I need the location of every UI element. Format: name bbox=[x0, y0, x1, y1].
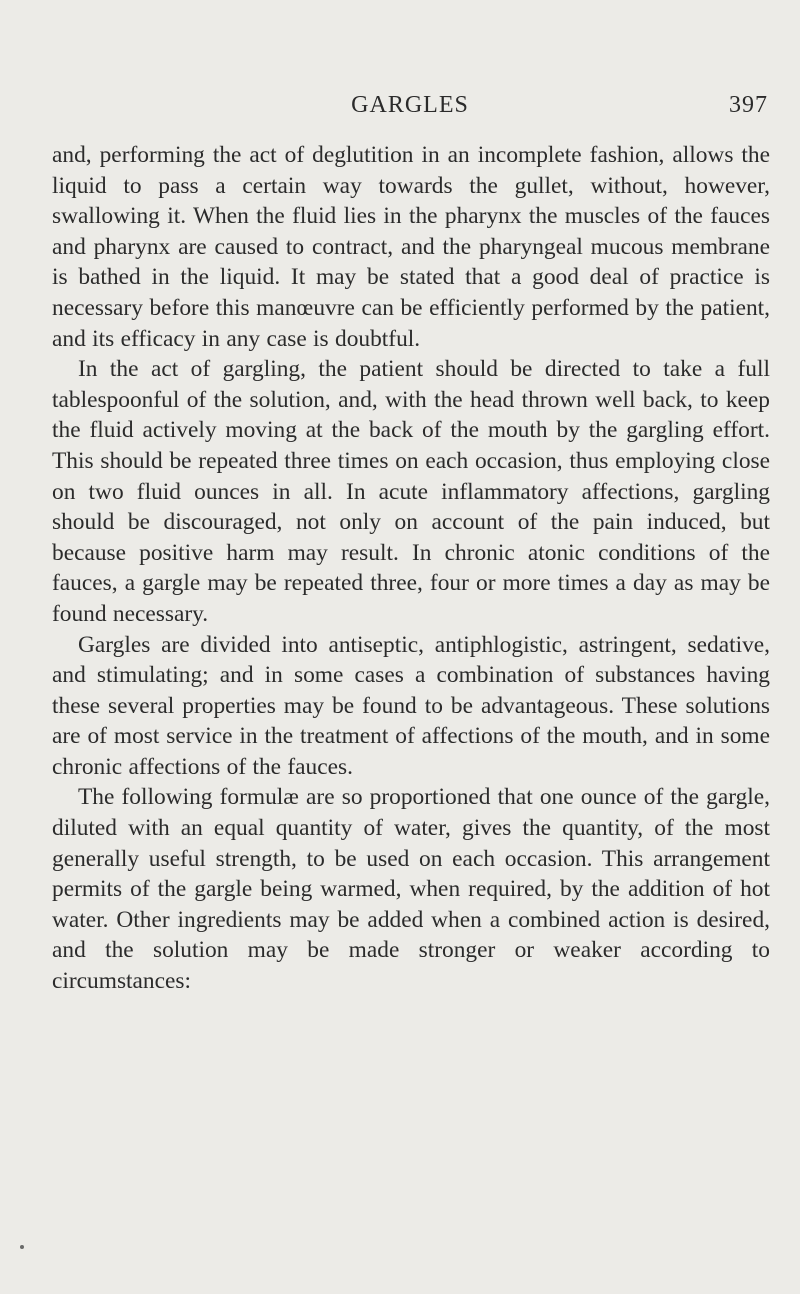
body-text bbox=[52, 140, 770, 997]
paragraph-gargle-types: Gargles are divided into antiseptic, antiphlogistic, astringent, sedative, and stimulating; and in some cases a combination of substances having these several properties may be found to be advantageous. These solutions are of most service in the treatment of affections of the mouth, and in some chronic affections of the fauces. bbox=[52, 631, 770, 780]
paragraph-formulae: The following formulæ are so proportioned that one ounce of the gargle, diluted with an equal quantity of water, gives the quantity, of the most generally useful strength, to be used on each occasion. This arrangement permits of the gargle being warmed, when required, by the addition of hot water. Other ingredients may be added when a combined action is desired, and the solution may be made stronger or weaker according to circumstances: bbox=[52, 784, 770, 995]
running-head bbox=[52, 92, 768, 126]
chapter-title: GARGLES bbox=[351, 92, 469, 118]
margin-mark bbox=[20, 1245, 24, 1249]
paragraph-continuation: and, performing the act of deglutition in an incomplete fashion, allows the liquid to pass a certain way towards the gullet, without, however, swallowing it. When the fluid lies in the pharynx the muscles of the fauces and pharynx are caused to contract, and the pharyngeal mucous membrane is bathed in the liquid. It may be stated that a good deal of practice is necessary before this manœuvre can be efficiently performed by the patient, and its efficacy in any case is doubtful. bbox=[52, 142, 770, 352]
page-number: 397 bbox=[729, 92, 768, 118]
paragraph-gargling-act: In the act of gargling, the patient should be directed to take a full tablespoonful of the solution, and, with the head thrown well back, to keep the fluid actively moving at the back of the mouth by the gargling effort. This should be repeated three times on each occasion, thus employing close on two fluid ounces in all. In acute inflammatory affections, gargling should be discouraged, not only on account of the pain induced, but because positive harm may result. In chronic atonic conditions of the fauces, a gargle may be repeated three, four or more times a day as may be found necessary. bbox=[52, 356, 770, 627]
